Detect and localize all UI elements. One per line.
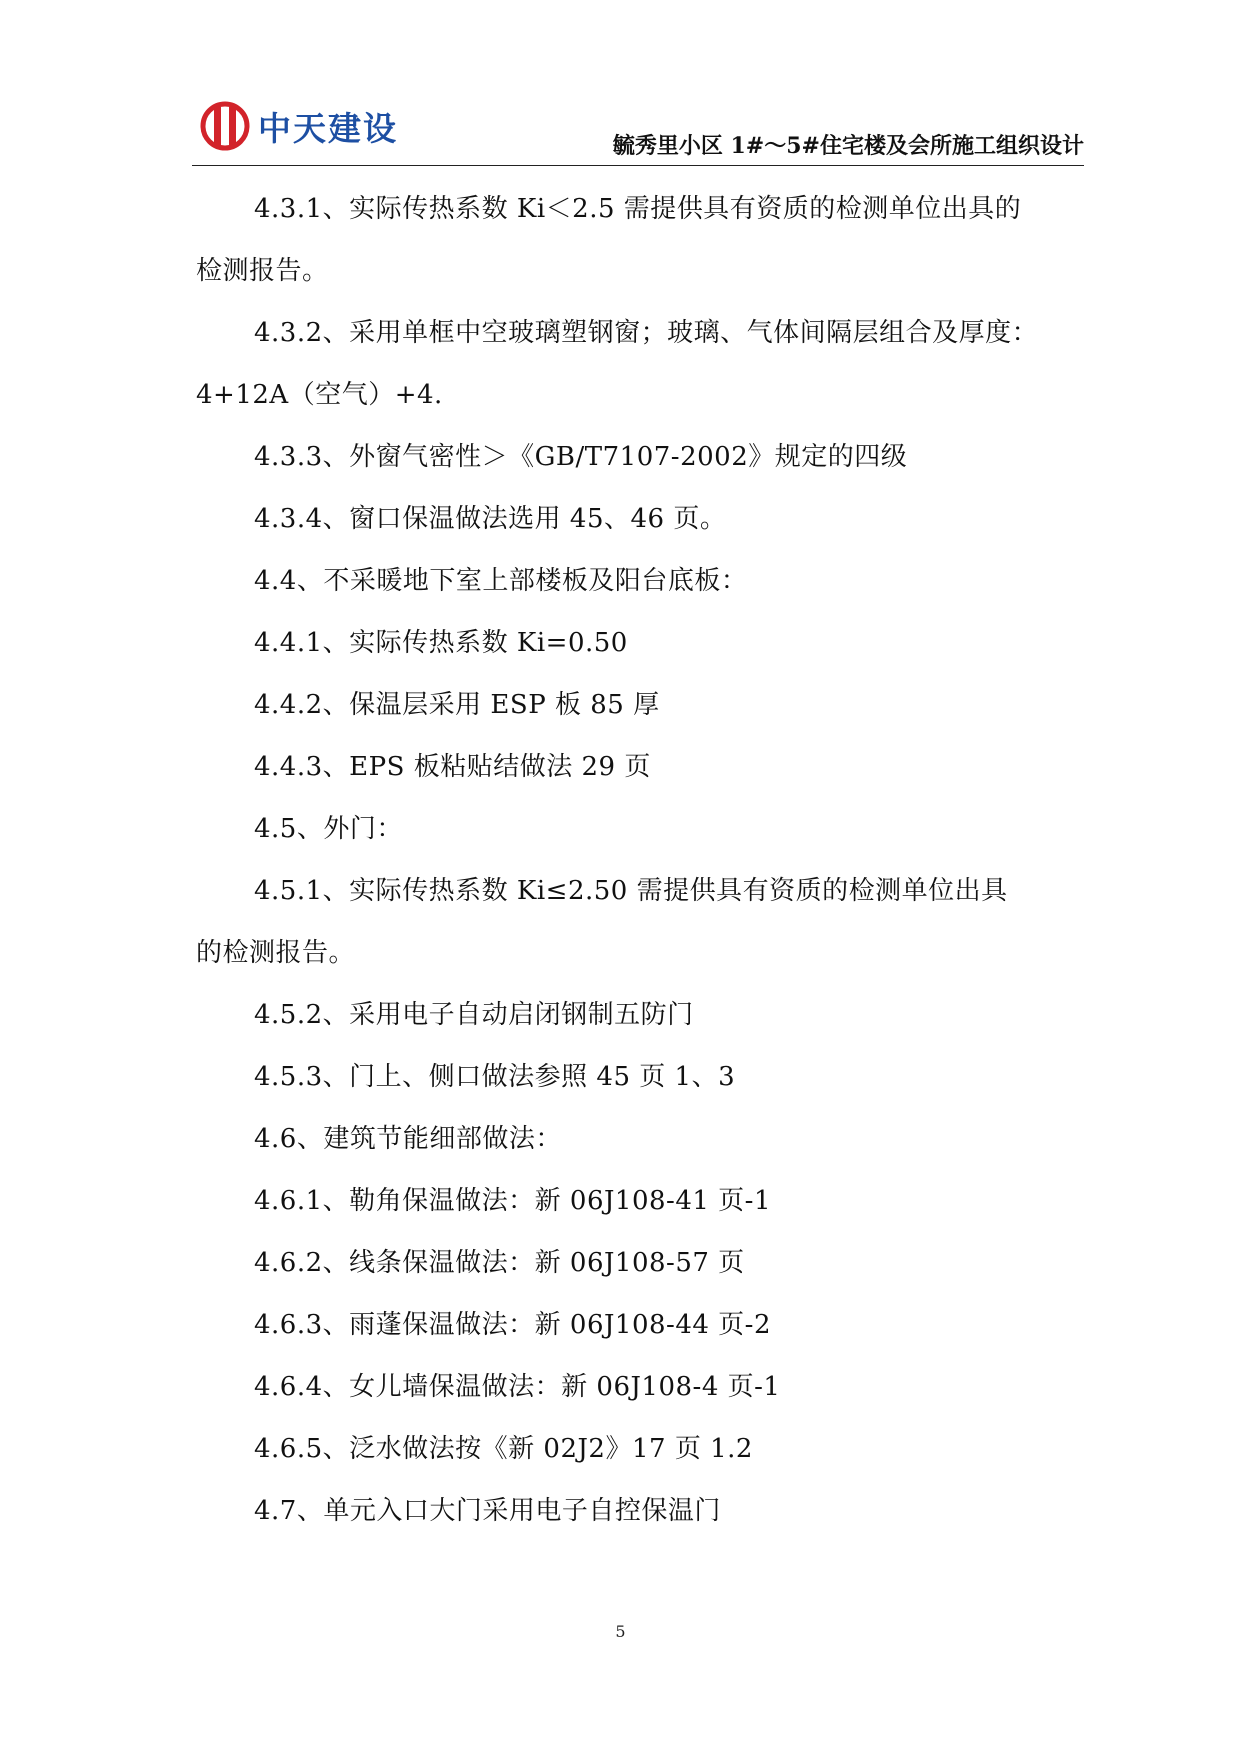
document-body [196, 178, 1082, 1542]
body-line: 4.6.4、女儿墙保温做法：新 06J108-4 页-1 [254, 1372, 781, 1402]
body-line: 4.4、不采暖地下室上部楼板及阳台底板： [254, 566, 748, 596]
page-header [192, 96, 1084, 166]
body-line: 4.6、建筑节能细部做法： [254, 1124, 562, 1154]
body-line: 检测报告。 [196, 256, 329, 286]
body-line: 的检测报告。 [196, 938, 356, 968]
body-line: 4.5.2、采用电子自动启闭钢制五防门 [254, 1000, 694, 1030]
body-line: 4.3.1、实际传热系数 Ki＜2.5 需提供具有资质的检测单位出具的 [254, 194, 1022, 224]
body-line: 4.5.3、门上、侧口做法参照 45 页 1、3 [254, 1062, 736, 1092]
body-line: 4.4.1、实际传热系数 Ki=0.50 [254, 628, 628, 658]
company-logo [200, 102, 398, 150]
body-line: 4+12A（空气）+4. [196, 380, 443, 410]
body-line: 4.3.2、采用单框中空玻璃塑钢窗；玻璃、气体间隔层组合及厚度： [254, 318, 1039, 348]
body-line: 4.6.1、勒角保温做法：新 06J108-41 页-1 [254, 1186, 772, 1216]
body-line: 4.7、单元入口大门采用电子自控保温门 [254, 1496, 721, 1526]
body-line: 4.6.5、泛水做法按《新 02J2》17 页 1.2 [254, 1434, 753, 1464]
header-divider [192, 165, 1084, 166]
logo-text: 中天建设 [258, 108, 398, 148]
body-line: 4.6.2、线条保温做法：新 06J108-57 页 [254, 1248, 745, 1278]
body-line: 4.6.3、雨蓬保温做法：新 06J108-44 页-2 [254, 1310, 772, 1340]
body-line: 4.3.3、外窗气密性＞《GB/T7107-2002》规定的四级 [254, 442, 908, 472]
document-title: 毓秀里小区 1#～5#住宅楼及会所施工组织设计 [612, 133, 1084, 159]
body-line: 4.4.3、EPS 板粘贴结做法 29 页 [254, 752, 651, 782]
page-number: 5 [615, 1622, 626, 1641]
body-line: 4.4.2、保温层采用 ESP 板 85 厚 [254, 690, 660, 720]
body-line: 4.5、外门： [254, 814, 403, 844]
body-line: 4.3.4、窗口保温做法选用 45、46 页。 [254, 504, 727, 534]
body-line: 4.5.1、实际传热系数 Ki≤2.50 需提供具有资质的检测单位出具 [254, 876, 1008, 906]
logo-mark-icon [200, 101, 250, 151]
